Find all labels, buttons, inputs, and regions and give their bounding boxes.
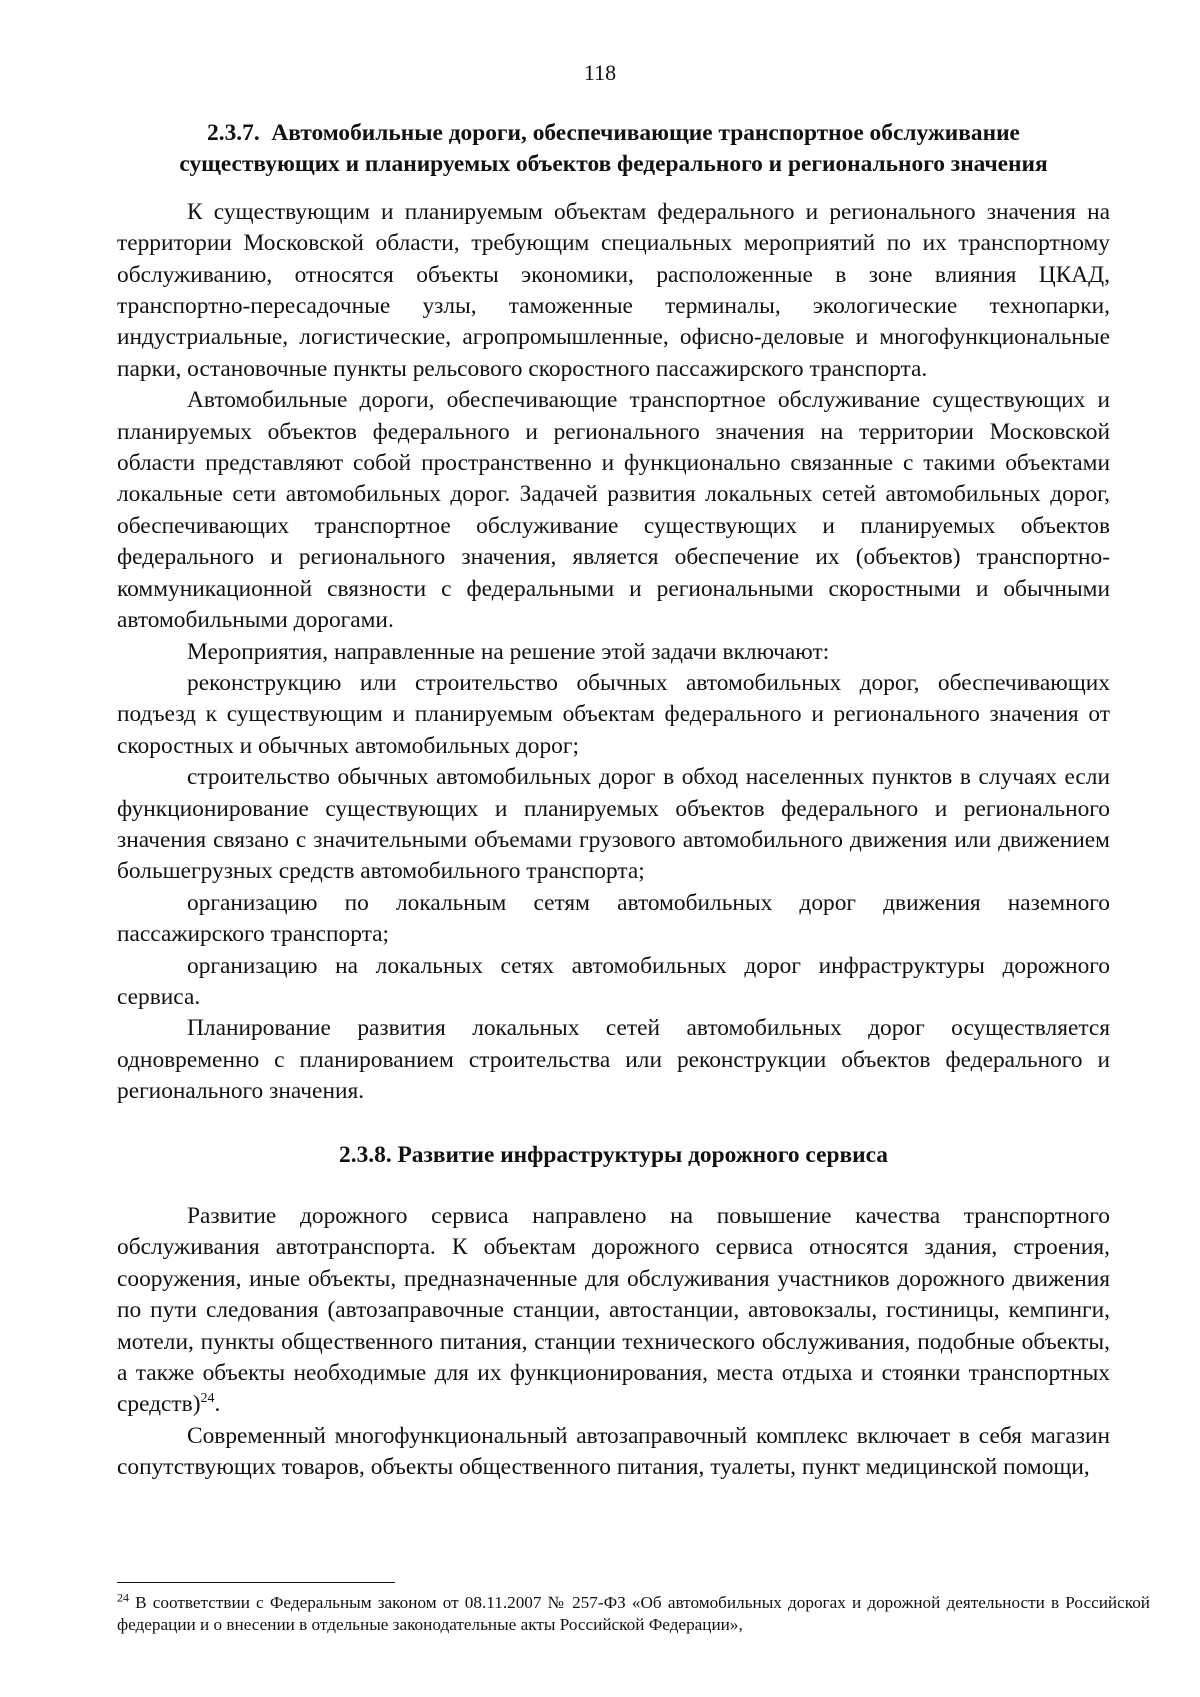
body-text [117,118,1110,1484]
section-2-3-7-title-line2: существующих и планируемых объектов федерального и регионального значения [179,151,1048,178]
footnote-separator [117,1582,395,1583]
list-item: организацию на локальных сетях автомобильных дорог инфраструктуры дорожного сервиса. [117,952,1110,1010]
section-2-3-7-number: 2.3.7. [207,120,260,146]
list-item: организацию по локальным сетям автомобильных дорог движения наземного пассажирского транспорта; [117,889,1110,948]
section-2-3-8-heading: 2.3.8. Развитие инфраструктуры дорожного сервиса [339,1141,888,1168]
page-number: 118 [583,60,617,85]
paragraph: Автомобильные дороги, обеспечивающие транспортное обслуживание существующих и планируемых объектов федерального и регионального значения на территории Московской области представляют собой пространственно и функционально связанные с такими объектами локальные сети автомобильных дорог. Задачей развития локальных сетей автомобильных дорог, обеспечивающих транспортное обслуживание существующих и планируемых объектов федерального и регионального значения, является обеспечение их (объектов) транспортно-коммуникационной связности с федеральными и региональными скоростными и обычными автомобильными дорогами. [117,387,1110,634]
paragraph [117,1201,1110,1421]
section-2-3-7-title-line1: Автомобильные дороги, обеспечивающие транспортное обслуживание [271,120,1020,146]
paragraph-text: Развитие дорожного сервиса направлено на повышение качества транспортного обслуживания автотранспорта. К объектам дорожного сервиса относятся здания, строения, сооружения, иные объекты, предназначенные для обслуживания участников дорожного движения по пути следования (автозаправочные станции, автостанции, автовокзалы, гостиницы, кемпинги, мотели, пункты общественного питания, станции технического обслуживания, подобные объекты, а также объекты необходимые для их функционирования, места отдыха и стоянки транспортных средств) [117,1203,1110,1418]
list-item: реконструкцию или строительство обычных автомобильных дорог, обеспечивающих подъезд к существующим и планируемым объектам федерального и регионального значения от скоростных и обычных автомобильных дорог; [117,669,1110,759]
paragraph: К существующим и планируемым объектам федерального и регионального значения на территории Московской области, требующим специальных мероприятий по их транспортному обслуживанию, относятся объекты экономики, расположенные в зоне влияния ЦКАД, транспортно-пересадочные узлы, таможенные терминалы, экологические технопарки, индустриальные, логистические, агропромышленные, офисно-деловые и многофункциональные парки, остановочные пункты рельсового скоростного пассажирского транспорта. [117,198,1110,382]
footnote-marker: 24 [117,1590,129,1605]
footnote-reference[interactable]: 24 [200,1391,215,1407]
paragraph: Планирование развития локальных сетей автомобильных дорог осуществляется одновременно с планированием строительства или реконструкции объектов федерального и регионального значения. [117,1015,1110,1105]
paragraph: Современный многофункциональный автозаправочный комплекс включает в себя магазин сопутствующих товаров, объекты общественного питания, туалеты, пункт медицинской помощи, [117,1422,1110,1481]
paragraph-end: . [214,1391,221,1418]
paragraph: Мероприятия, направленные на решение этой задачи включают: [187,638,830,665]
list-item: строительство обычных автомобильных дорог в обход населенных пунктов в случаях если функционирование существующих и планируемых объектов федерального и регионального значения связано с значительными объемами грузового автомобильного движения или движением большегрузных средств автомобильного транспорта; [117,764,1110,885]
footnote [117,1592,1150,1636]
footnote-text: В соответствии с Федеральным законом от 08.11.2007 № 257-ФЗ «Об автомобильных дорогах и дорожной деятельности в Российской федерации и о внесении в отдельные законодательные акты Российской Федерации», [117,1593,1150,1634]
section-2-3-7-heading [117,118,1110,149]
